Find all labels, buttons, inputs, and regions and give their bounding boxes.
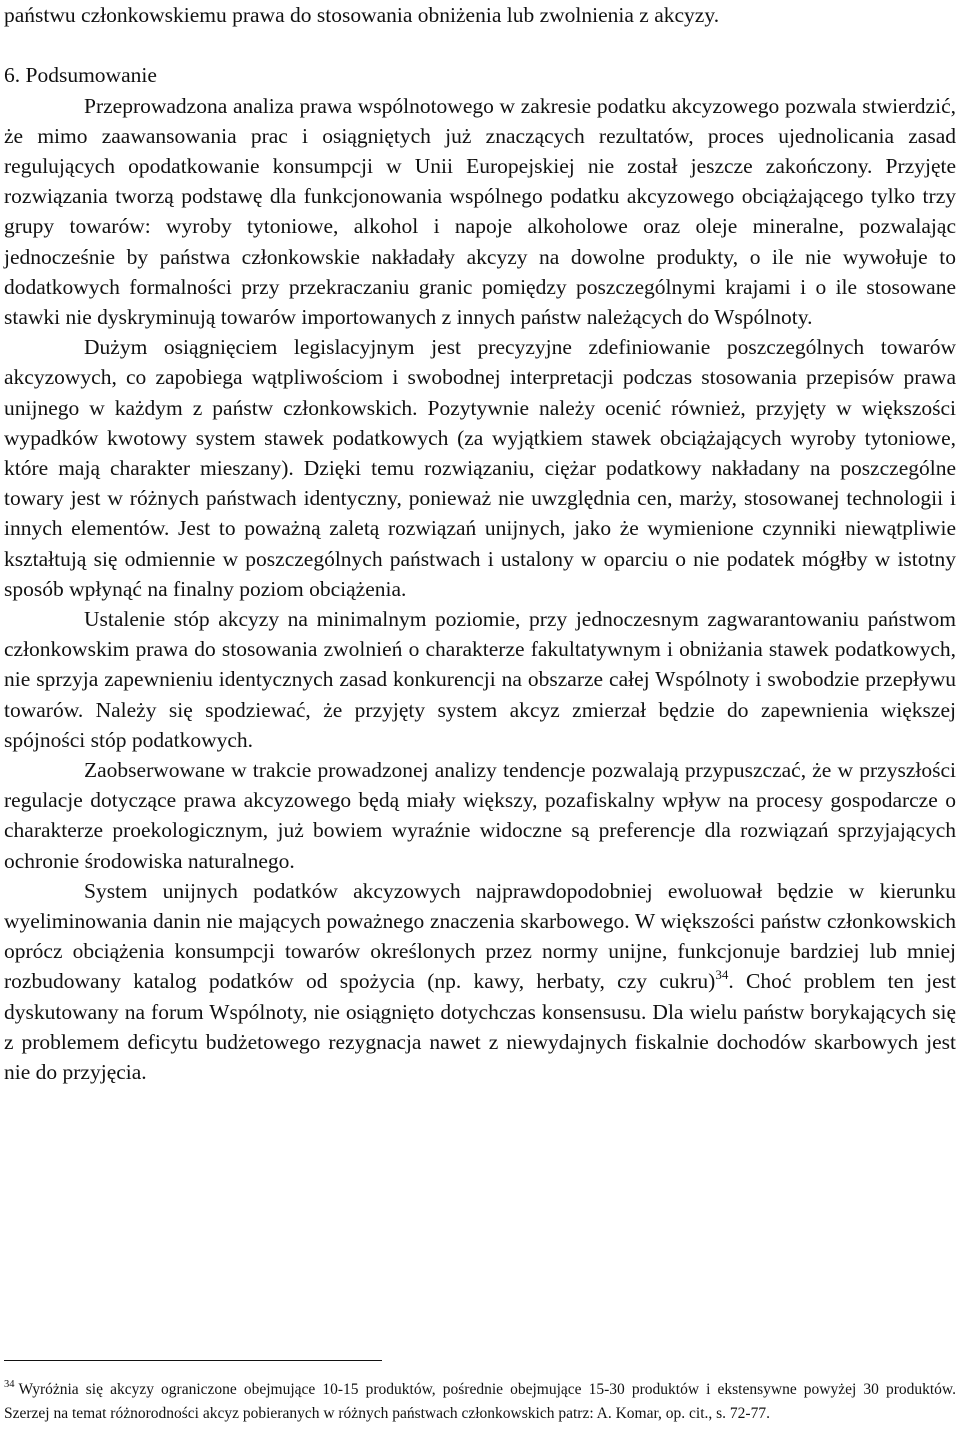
continued-text-line: państwu członkowskiemu prawa do stosowania obniżenia lub zwolnienia z akcyzy. (4, 3, 720, 27)
footnote-separator (4, 1360, 382, 1361)
footnote-text: Wyróżnia się akcyzy ograniczone obejmujące 10-15 produktów, pośrednie obejmujące 15-30 produktów i ekstensywne powyżej 30 produktów. Szerzej na temat różnorodności akcyz pobieranych w różnych państwach członkowskich patrz: A. Komar, op. cit., s. 72-77. (4, 1381, 956, 1422)
blank-line (4, 30, 956, 60)
section-heading: 6. Podsumowanie (4, 63, 157, 88)
paragraph-5-text-end: . Choć problem ten jest dyskutowany na forum Wspólnoty, nie osiągnięto dotychczas konsensusu. Dla wielu państw borykających się z problemem deficytu budżetowego rezygnacja nawet z niewydajnych fiskalnie dochodów skarbowych jest nie do przyjęcia. (4, 969, 957, 1085)
document-page (4, 0, 956, 1087)
paragraph-3: Ustalenie stóp akcyzy na minimalnym poziomie, przy jednoczesnym zagwarantowaniu państwom członkowskim prawa do stosowania zwolnień o charakterze fakultatywnym i obniżania stawek podatkowych, nie sprzyja zapewnieniu identycznych zasad konkurencji na obszarze całej Wspólnoty i swobodzie przepływu towarów. Należy się spodziewać, że przyjęty system akcyz zmierzał będzie do zapewnienia większej spójności stóp podatkowych. (4, 607, 956, 752)
paragraph-2: Dużym osiągnięciem legislacyjnym jest precyzyjne zdefiniowanie poszczególnych towarów akcyzowych, co zapobiega wątpliwościom i swobodnej interpretacji podczas stosowania przepisów prawa unijnego w każdym z państw członkowskich. Pozytywnie należy ocenić również, przyjęty w większości wypadków kwotowy system stawek podatkowych (za wyjątkiem stawek obciążających wyroby tytoniowe, które mają charakter mieszany). Dzięki temu rozwiązaniu, ciężar podatkowy nakładany na poszczególne towary jest w różnych państwach identyczny, ponieważ nie uwzględnia cen, marży, stosowanej technologii i innych elementów. Jest to poważną zaletą rozwiązań unijnych, jako że wymienione czynniki niewątpliwie kształtują się odmiennie w poszczególnych państwach i ustalony w oparciu o nie podatek mógłby w istotny sposób wpłynąć na finalny poziom obciążenia. (4, 335, 956, 601)
footnote-number: 34 (4, 1379, 15, 1390)
paragraph-1: Przeprowadzona analiza prawa wspólnotowego w zakresie podatku akcyzowego pozwala stwierdzić, że mimo zaawansowania prac i osiągniętych już znaczących rezultatów, proces ujednolicania zasad regulujących opodatkowanie konsumpcji w Unii Europejskiej nie został jeszcze zakończony. Przyjęte rozwiązania tworzą podstawę dla funkcjonowania wspólnego podatku akcyzowego obciążającego tylko trzy grupy towarów: wyroby tytoniowe, alkohol i napoje alkoholowe oraz oleje mineralne, pozwalając jednocześnie by państwa członkowskie nakładały akcyzy na dowolne produkty, o ile nie wywołuje to dodatkowych formalności przy przekraczaniu granic pomiędzy poszczególnymi krajami i o ile stosowane stawki nie dyskryminują towarów importowanych z innych państw należących do Wspólnoty. (4, 93, 956, 329)
paragraph-4: Zaobserwowane w trakcie prowadzonej analizy tendencje pozwalają przypuszczać, że w przyszłości regulacje dotyczące prawa akcyzowego będą miały większy, pozafiskalny wpływ na procesy gospodarcze o charakterze proekologicznym, już bowiem wyraźnie widoczne są preferencje dla rozwiązań sprzyjających ochronie środowiska naturalnego. (4, 758, 956, 873)
footnote-reference[interactable]: 34 (715, 967, 729, 983)
paragraph-5-text-start: System unijnych podatków akcyzowych najprawdopodobniej ewoluował będzie w kierunku wyeliminowania danin nie mających poważnego znaczenia skarbowego. W większości państw członkowskich oprócz obciążenia konsumpcji towarów określonych przez normy unijne, funkcjonuje bardziej lub mniej rozbudowany katalog podatków od spożycia (np. kawy, herbaty, czy cukru) (4, 878, 956, 994)
paragraph-5 (4, 876, 956, 1087)
footnote (4, 1378, 956, 1426)
